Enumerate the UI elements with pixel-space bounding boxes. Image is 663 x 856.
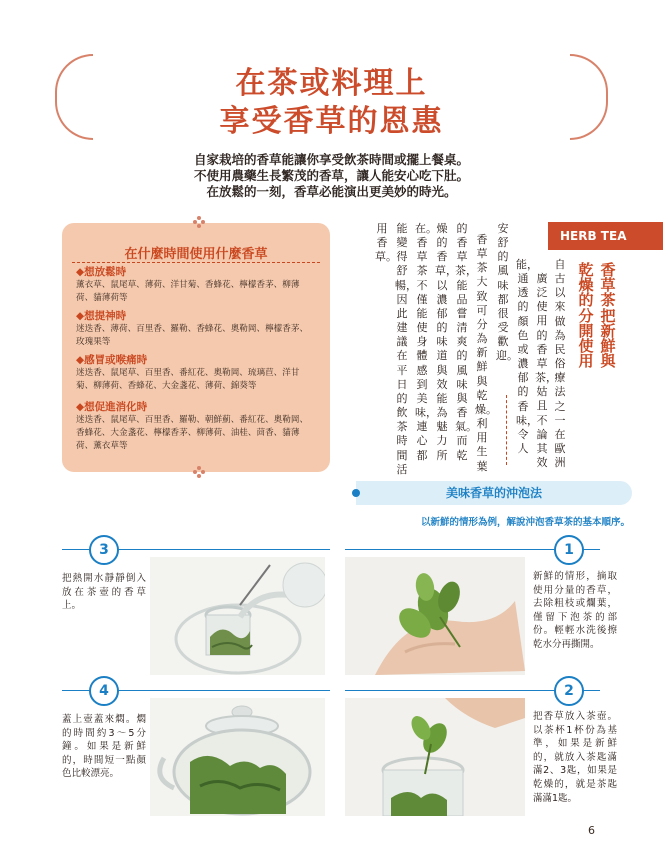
herb-tea-body-col-3: 能，通透的顏色或濃郁的香味，令人 <box>516 258 538 456</box>
section-heading: ◆想放鬆時 <box>76 266 127 278</box>
section-body: 迷迭香、鼠尾草、百里香、羅勒、朝鮮薊、番紅花、奧勒岡、香蜂花、大金盞花、檸檬香茅、柳薄荷、油桂、茴香、貓薄荷、薰衣草等 <box>76 415 309 451</box>
photo-herbs-into-pot <box>345 698 525 816</box>
section-body: 迷迭香、薄荷、百里香、羅勒、香蜂花、奧勒岡、檸檬香茅、玫瑰果等 <box>76 324 309 347</box>
intro-line-1: 自家栽培的香草能讓你享受飲茶時間或擺上餐桌。 <box>193 152 469 167</box>
step-4-number: 4 <box>89 676 119 706</box>
step-2-number: 2 <box>554 676 584 706</box>
herb-tea-body-col-9: 能變得舒暢，因此建議在平日的飲茶時間活 <box>395 222 417 476</box>
vertical-divider-dashed <box>506 395 507 465</box>
section-body: 薰衣草、鼠尾草、薄荷、洋甘菊、香蜂花、檸檬香茅、柳薄荷、貓薄荷等 <box>76 280 300 303</box>
herb-section-refresh <box>76 309 316 349</box>
page-title-line1: 在茶或料理上 <box>235 66 428 101</box>
photo-pour-hot-water <box>150 557 325 675</box>
herb-tea-body-col-2: 廣泛使用的香草茶，姑且不論其效 <box>535 272 557 470</box>
step-1-text: 新鮮的情形，摘取使用分量的香草，去除粗枝或爛葉，僅留下泡茶的部份。輕輕水洗後擦乾水分再撕開。 <box>533 571 617 650</box>
method-subtitle: 以新鮮的情形為例，解說沖泡香草茶的基本順序。 <box>420 517 630 528</box>
photo-fresh-mint <box>345 557 525 675</box>
method-title: 美味香草的沖泡法 <box>445 486 542 500</box>
herb-tea-body-col-6: 的香草茶，能品嘗清爽的風味與香氣。而乾 <box>455 222 477 462</box>
step-3-text: 把熱開水靜靜倒入放在茶壺的香草上。 <box>62 573 146 612</box>
step-2-text: 把香草放入茶壺。以茶杯1杯份為基準，如果是新鮮的，就放入茶匙滿滿2、3匙，如果是乾燥的，就是茶匙滿滿1匙。 <box>533 711 617 804</box>
herb-tea-heading-col-2: 乾燥的分開使用 <box>578 261 594 371</box>
herb-box-title: 在什麼時間使用什麼香草 <box>124 247 268 262</box>
step-4-text: 蓋上壺蓋來燜。燜的時間約3～5分鐘。如果是新鮮的，時間短一點顏色比較漂亮。 <box>62 714 146 780</box>
section-heading: ◆想促進消化時 <box>76 401 148 413</box>
ornament-bottom-icon <box>193 466 205 478</box>
herb-box-title-rule <box>72 262 320 263</box>
section-heading: ◆感冒或喉痛時 <box>76 354 148 366</box>
herb-section-digestion <box>76 400 316 453</box>
herb-tea-body-col-7: 燥的香草，以濃郁的味道與效能為魅力所 <box>435 222 457 462</box>
page-title-line2: 享受香草的恩惠 <box>219 104 444 139</box>
section-heading: ◆想提神時 <box>76 310 127 322</box>
herb-tea-body-col-5: 香草茶大致可分為新鮮與乾燥。利用生葉 <box>475 233 497 473</box>
section-body: 迷迭香、鼠尾草、百里香、番紅花、奧勒岡、琉璃苣、洋甘菊、柳薄荷、香蜂花、大金盞花、薄荷、錦葵等 <box>76 368 300 391</box>
herb-section-cold <box>76 353 316 393</box>
photo-covered-teapot <box>150 698 325 816</box>
step-1-number: 1 <box>554 535 584 565</box>
herb-tea-body-col-1: 自古以來做為民俗療法之一在歐洲 <box>554 258 566 470</box>
herb-tea-badge: HERB TEA <box>548 222 663 250</box>
intro-line-3: 在放鬆的一刻，香草必能演出更美妙的時光。 <box>206 184 457 199</box>
step-3-number: 3 <box>89 535 119 565</box>
herb-section-relax <box>76 265 316 305</box>
page-number: 6 <box>588 824 595 837</box>
ornament-top-icon <box>193 216 205 228</box>
herb-tea-heading-col-1: 香草茶把新鮮與 <box>600 261 616 371</box>
herb-tea-body-col-10: 用香草。 <box>375 222 397 264</box>
herb-tea-body-col-4: 安舒的風味都很受歡迎。 <box>496 222 518 363</box>
herb-tea-body-col-8: 在。香草茶不僅能使身體感到美味，連心都 <box>415 222 437 462</box>
intro-line-2: 不使用農藥生長繁茂的香草，讓人能安心吃下肚。 <box>193 168 469 183</box>
